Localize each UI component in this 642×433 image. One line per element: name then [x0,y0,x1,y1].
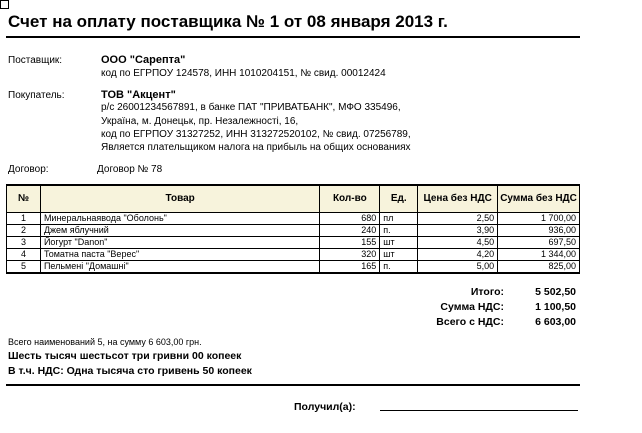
col-header-num: № [7,185,41,213]
row-unit: шт [380,249,418,261]
row-num: 5 [7,261,41,274]
row-item: Томатна паста "Верес" [40,249,319,261]
row-unit: п. [380,261,418,274]
table-row [7,213,580,225]
buyer-codes-line: код по ЕГРПОУ 31327252, ИНН 313272520102, № свид. 07256789, [101,129,411,140]
grand-total-label: Всего с НДС: [436,316,504,328]
row-qty: 680 [320,213,380,225]
row-item: Джем яблучний [40,225,319,237]
row-price: 3,90 [418,225,498,237]
row-item: Пельмені "Домашні" [40,261,319,274]
row-qty: 155 [320,237,380,249]
vat-value: 1 100,50 [535,301,576,313]
row-num: 1 [7,213,41,225]
col-header-sum: Сумма без НДС [498,185,580,213]
footer-divider [6,384,580,386]
supplier-label: Поставщик: [8,55,63,66]
row-sum: 1 700,00 [498,213,580,225]
contract-value: Договор № 78 [97,164,163,175]
row-price: 5,00 [418,261,498,274]
corner-marker [0,0,9,9]
row-sum: 936,00 [498,225,580,237]
row-item: Минеральнаявода "Оболонь" [40,213,319,225]
vat-label: Сумма НДС: [440,301,504,313]
row-num: 3 [7,237,41,249]
supplier-details: код по ЕГРПОУ 124578, ИНН 1010204151, № свид. 00012424 [101,68,386,79]
row-unit: шт [380,237,418,249]
table-row [7,237,580,249]
row-sum: 697,50 [498,237,580,249]
col-header-price: Цена без НДС [418,185,498,213]
row-num: 4 [7,249,41,261]
buyer-address-line: Україна, м. Донецьк, пр. Незалежності, 16, [101,116,299,127]
buyer-label: Покупатель: [8,90,65,101]
items-count-line: Всего наименований 5, на сумму 6 603,00 грн. [8,337,202,347]
supplier-name: ООО "Сарепта" [101,54,186,66]
row-qty: 320 [320,249,380,261]
grand-total-value: 6 603,00 [535,316,576,328]
received-label: Получил(а): [294,401,356,413]
buyer-name: ТОВ "Акцент" [101,89,176,101]
total-label: Итого: [470,286,504,298]
col-header-unit: Ед. [380,185,418,213]
amount-in-words: Шесть тысяч шестьсот три гривни 00 копеек [8,350,242,362]
row-price: 4,50 [418,237,498,249]
row-price: 4,20 [418,249,498,261]
table-row [7,261,580,274]
total-value: 5 502,50 [535,286,576,298]
totals-block [380,286,576,331]
row-qty: 165 [320,261,380,274]
table-row [7,225,580,237]
signature-line [380,410,578,411]
title-divider [6,36,580,38]
goods-table [6,184,580,274]
row-item: Йогурт "Danon" [40,237,319,249]
row-sum: 1 344,00 [498,249,580,261]
row-unit: пл [380,213,418,225]
row-num: 2 [7,225,41,237]
contract-label: Договор: [8,164,49,175]
vat-in-words: В т.ч. НДС: Одна тысяча сто гривень 50 копеек [8,365,252,377]
table-header-row [7,185,580,213]
document-title: Счет на оплату поставщика № 1 от 08 января 2013 г. [8,12,448,31]
row-sum: 825,00 [498,261,580,274]
row-price: 2,50 [418,213,498,225]
row-unit: п. [380,225,418,237]
row-qty: 240 [320,225,380,237]
col-header-qty: Кол-во [320,185,380,213]
table-row [7,249,580,261]
col-header-item: Товар [40,185,319,213]
buyer-tax-line: Является плательщиком налога на прибыль на общих основаниях [101,142,411,153]
buyer-bank-line: р/с 26001234567891, в банке ПАТ "ПРИВАТБАНК", МФО 335496, [101,102,401,113]
